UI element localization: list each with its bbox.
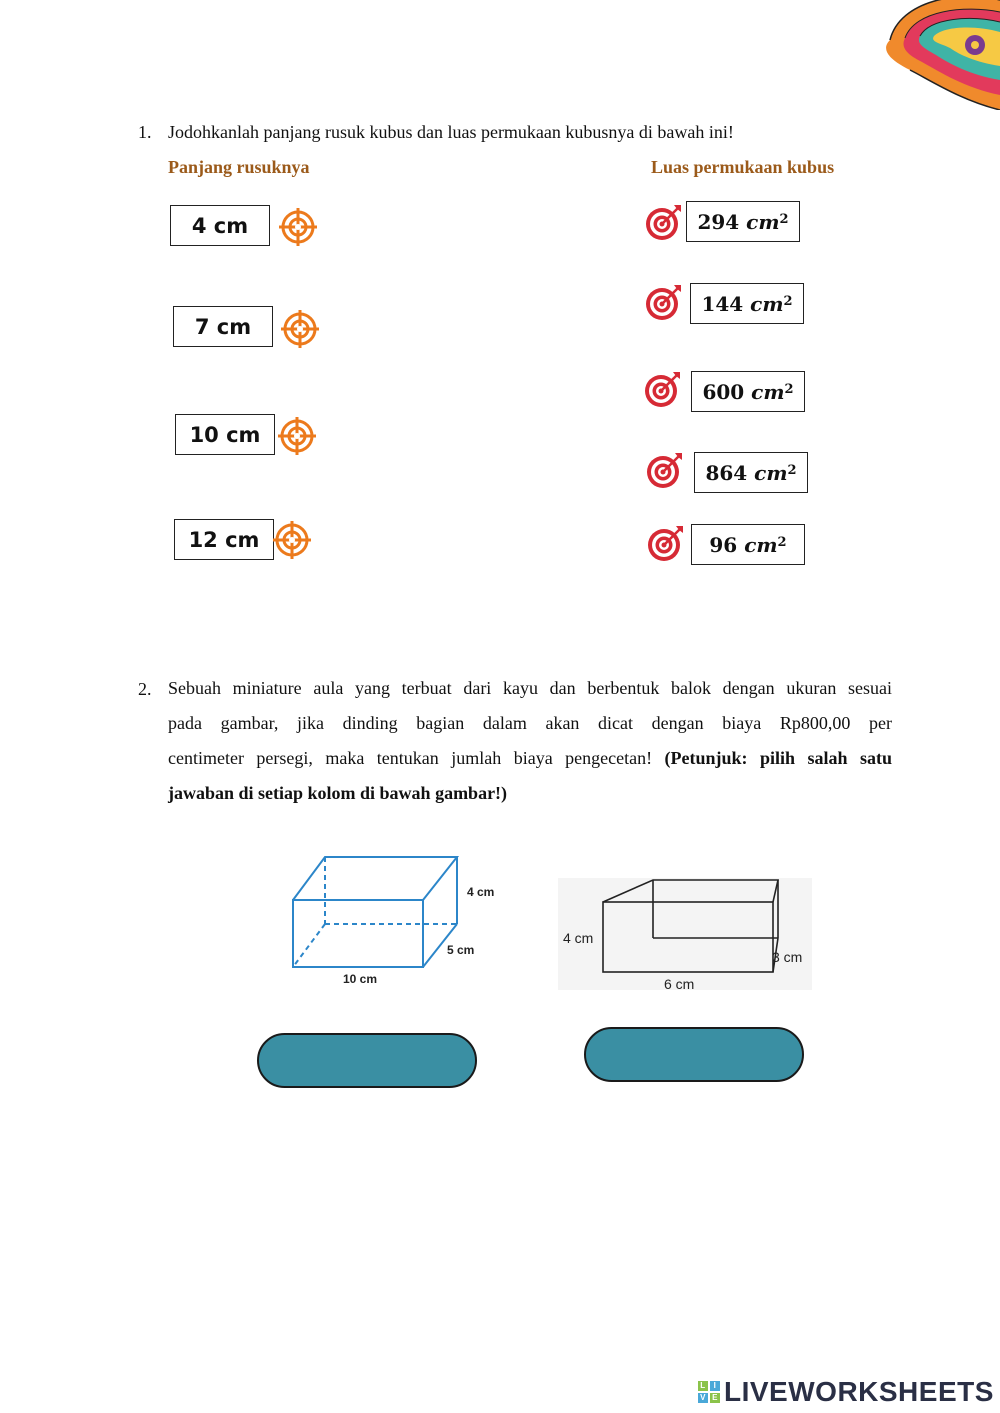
surface-area-box-5[interactable] <box>691 524 805 565</box>
surface-area-box-4[interactable] <box>694 452 808 493</box>
crosshair-target-icon[interactable] <box>277 416 317 456</box>
logo-letter-e: E <box>710 1393 720 1403</box>
answer-dropdown-2[interactable] <box>584 1027 804 1082</box>
surface-area-value: 144 <box>701 291 744 316</box>
question-1-number: 1. <box>138 122 152 142</box>
figure-1-height-label: 4 cm <box>467 885 495 899</box>
left-column-heading: Panjang rusuknya <box>168 157 310 177</box>
question-2-line-3 <box>168 741 892 776</box>
bullseye-target-icon[interactable] <box>645 450 685 490</box>
logo-letter-v: V <box>698 1393 708 1403</box>
crosshair-target-icon[interactable] <box>272 520 312 560</box>
liveworksheets-logo-text: LIVEWORKSHEETS <box>724 1376 994 1407</box>
liveworksheets-logo <box>698 1376 994 1408</box>
question-1-text: Jodohkanlah panjang rusuk kubus dan luas permukaan kubusnya di bawah ini! <box>168 122 734 142</box>
crosshair-target-icon[interactable] <box>278 207 318 247</box>
surface-area-unit: cm <box>751 379 785 404</box>
question-2-hint-end: jawaban di setiap kolom di bawah gambar!) <box>168 783 508 803</box>
question-2-line-3-text: centimeter persegi, maka tentukan jumlah biaya pengecetan! <box>168 748 665 768</box>
surface-area-value: 96 <box>709 532 738 557</box>
surface-area-unit: cm <box>744 532 778 557</box>
question-2-line-2: pada gambar, jika dinding bagian dalam akan dicat dengan biaya Rp800,00 per <box>168 713 892 733</box>
right-column-heading: Luas permukaan kubus <box>651 157 835 177</box>
cuboid-figure-2 <box>558 872 818 997</box>
surface-area-exponent: 2 <box>779 212 789 227</box>
question-2-line-4 <box>168 776 892 811</box>
figure-2-length-label: 6 cm <box>664 976 695 992</box>
surface-area-unit: cm <box>750 291 784 316</box>
crosshair-target-icon[interactable] <box>280 309 320 349</box>
logo-letter-i: I <box>710 1381 720 1391</box>
surface-area-value: 600 <box>702 379 745 404</box>
surface-area-exponent: 2 <box>783 294 793 309</box>
surface-area-value: 864 <box>705 460 748 485</box>
edge-length-box-4[interactable]: 12 cm <box>174 519 274 560</box>
question-2-hint-start: (Petunjuk: pilih salah satu <box>664 748 892 768</box>
figure-1-depth-label: 5 cm <box>447 943 475 957</box>
bullseye-target-icon[interactable] <box>646 523 686 563</box>
surface-area-box-2[interactable] <box>690 283 804 324</box>
surface-area-box-1[interactable] <box>686 201 800 242</box>
answer-dropdown-1[interactable] <box>257 1033 477 1088</box>
bullseye-target-icon[interactable] <box>644 282 684 322</box>
figure-2-depth-label: 3 cm <box>772 949 803 965</box>
question-2-text <box>168 671 892 811</box>
figure-2-height-label: 4 cm <box>563 930 594 946</box>
bullseye-target-icon[interactable] <box>643 369 683 409</box>
surface-area-exponent: 2 <box>777 535 787 550</box>
surface-area-exponent: 2 <box>787 463 797 478</box>
edge-length-box-2[interactable]: 7 cm <box>173 306 273 347</box>
surface-area-unit: cm <box>754 460 788 485</box>
surface-area-value: 294 <box>697 209 740 234</box>
question-2-line-1: Sebuah miniature aula yang terbuat dari kayu dan berbentuk balok dengan ukuran sesuai <box>168 678 892 698</box>
logo-letter-l: L <box>698 1381 708 1391</box>
decorative-mandala-corner <box>870 0 1000 110</box>
cuboid-figure-1 <box>285 850 510 990</box>
question-2-number: 2. <box>138 679 152 699</box>
surface-area-box-3[interactable] <box>691 371 805 412</box>
bullseye-target-icon[interactable] <box>644 202 684 242</box>
edge-length-box-1[interactable]: 4 cm <box>170 205 270 246</box>
liveworksheets-logo-mark <box>698 1381 720 1403</box>
edge-length-box-3[interactable]: 10 cm <box>175 414 275 455</box>
surface-area-exponent: 2 <box>784 382 794 397</box>
surface-area-unit: cm <box>746 209 780 234</box>
figure-1-length-label: 10 cm <box>343 972 378 986</box>
